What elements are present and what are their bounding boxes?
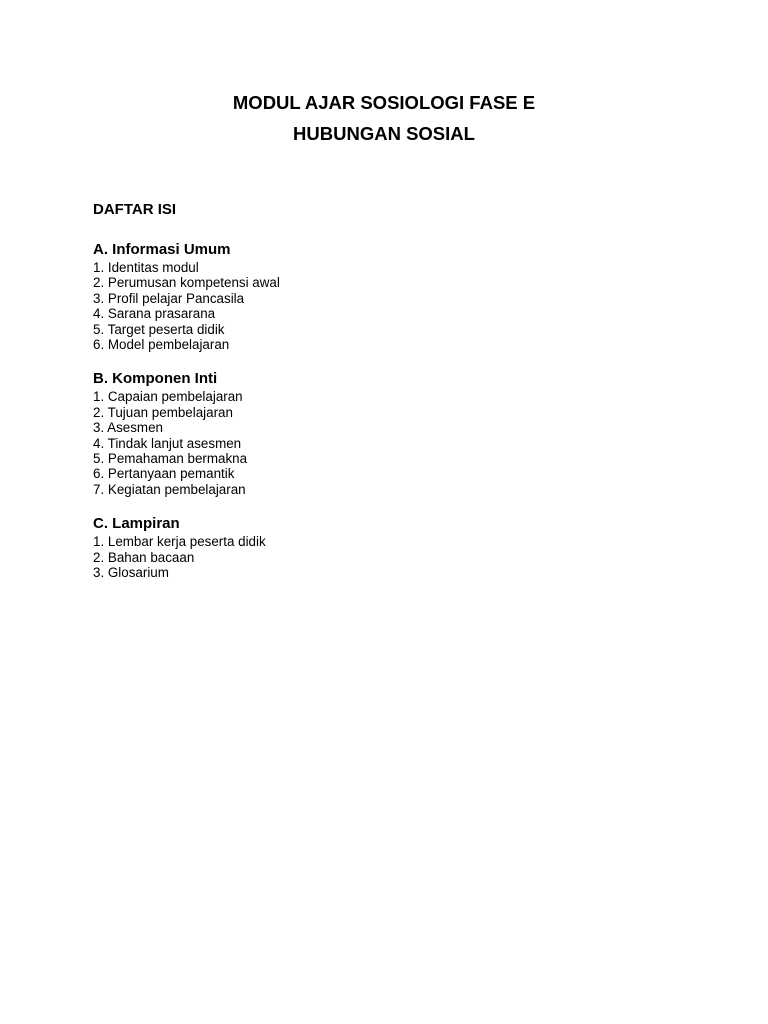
toc-item: 4. Tindak lanjut asesmen xyxy=(93,435,242,451)
document-title: MODUL AJAR SOSIOLOGI FASE E xyxy=(232,92,536,113)
toc-item: 3. Asesmen xyxy=(93,420,163,436)
toc-section-informasi-umum xyxy=(93,241,693,352)
toc-item: 6. Pertanyaan pemantik xyxy=(93,466,235,482)
toc-section-title: B. Komponen Inti xyxy=(93,370,218,388)
toc-item: 1. Lembar kerja peserta didik xyxy=(93,534,266,550)
toc-item: 1. Identitas modul xyxy=(93,260,199,275)
toc-item: 2. Perumusan kompetensi awal xyxy=(93,275,280,291)
toc-section-title: C. Lampiran xyxy=(93,515,180,533)
toc-item: 3. Glosarium xyxy=(93,565,169,581)
document-title-block xyxy=(0,87,768,149)
toc-item: 2. Tujuan pembelajaran xyxy=(93,404,233,420)
table-of-contents xyxy=(93,200,693,599)
toc-item: 4. Sarana prasarana xyxy=(93,306,216,322)
toc-section-lampiran xyxy=(93,515,693,580)
toc-section-komponen-inti xyxy=(93,370,693,497)
toc-item: 5. Pemahaman bermakna xyxy=(93,451,248,467)
toc-section-items xyxy=(93,389,693,497)
toc-item: 2. Bahan bacaan xyxy=(93,549,195,565)
toc-section-items xyxy=(93,260,693,352)
toc-item: 3. Profil pelajar Pancasila xyxy=(93,290,245,306)
toc-section-title: A. Informasi Umum xyxy=(93,241,231,258)
toc-item: 6. Model pembelajaran xyxy=(93,337,230,353)
document-subtitle: HUBUNGAN SOSIAL xyxy=(293,123,475,144)
toc-item: 7. Kegiatan pembelajaran xyxy=(93,481,246,497)
toc-heading: DAFTAR ISI xyxy=(93,201,177,218)
toc-item: 1. Capaian pembelajaran xyxy=(93,389,243,405)
toc-item: 5. Target peserta didik xyxy=(93,321,225,337)
toc-section-items xyxy=(93,534,693,580)
